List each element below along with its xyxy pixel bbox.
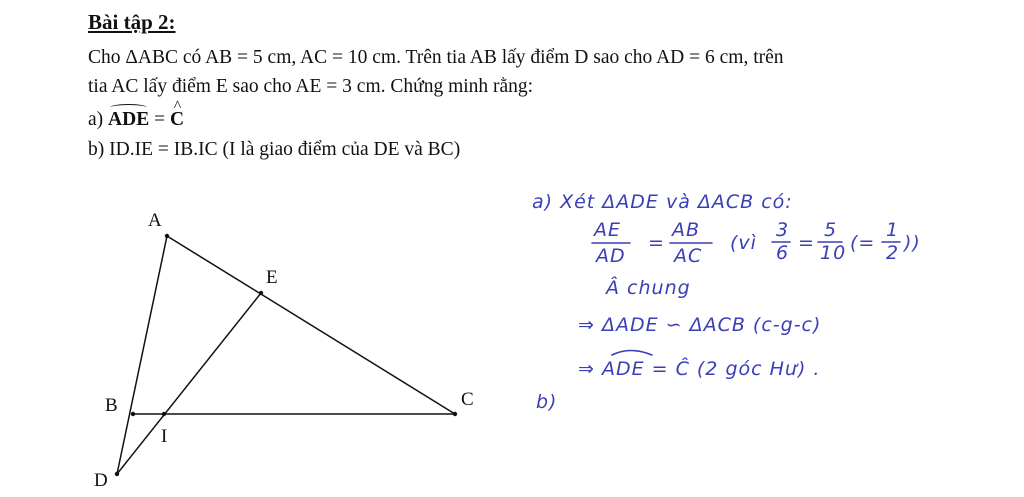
hw-line-6: b) — [536, 391, 558, 413]
label-b: B — [105, 395, 118, 416]
label-c: C — [461, 389, 474, 410]
hw-frac-left-num: AE — [594, 219, 622, 241]
hw-r2-den: 10 — [820, 242, 847, 264]
problem-line-1: Cho ΔABC có AB = 5 cm, AC = 10 cm. Trên tia AB lấy điểm D sao cho AD = 6 cm, trên — [88, 47, 784, 68]
point-b — [131, 412, 135, 416]
hw-eq-1: = — [648, 232, 665, 254]
equals-sign: = — [154, 109, 166, 130]
part-a-prefix: a) — [88, 109, 104, 130]
hw-frac-left-den: AD — [596, 245, 626, 267]
segment-de — [117, 293, 261, 474]
hw-ratio-line — [592, 219, 921, 267]
hw-closing: )) — [904, 232, 921, 254]
point-d — [115, 472, 119, 476]
point-c — [453, 412, 457, 416]
segment-ac — [167, 236, 455, 414]
hw-frac-right-num: AB — [672, 219, 701, 241]
figure-lines — [117, 236, 455, 474]
hw-line-1: a) Xét ΔADE và ΔACB có: — [532, 191, 793, 213]
point-i — [162, 412, 166, 416]
label-e: E — [266, 267, 278, 288]
label-i: I — [161, 426, 168, 447]
problem-line-2: tia AC lấy điểm E sao cho AE = 3 cm. Chứng minh rằng: — [88, 76, 534, 97]
exercise-title: Bài tập 2: — [88, 10, 176, 34]
hw-r3-den: 2 — [886, 242, 900, 264]
label-d: D — [94, 470, 108, 491]
angle-c: ^ C — [170, 109, 184, 131]
hw-r1-num: 3 — [776, 219, 790, 241]
point-a — [165, 234, 169, 238]
hw-frac-right-den: AC — [674, 245, 703, 267]
hw-angle-arc — [612, 351, 652, 356]
hw-reason: (vì — [730, 232, 757, 254]
part-b: b) ID.IE = IB.IC (I là giao điểm của DE và BC) — [88, 139, 461, 160]
hw-r3-num: 1 — [886, 219, 900, 241]
point-e — [259, 291, 263, 295]
hw-r3-prefix: (= — [850, 232, 876, 254]
label-a: A — [148, 210, 162, 231]
hw-line-4: ⇒ ΔADE ∽ ΔACB (c-g-c) — [578, 314, 822, 336]
segment-ad — [117, 236, 167, 474]
hw-eq-2: = — [798, 232, 815, 254]
hw-r2-num: 5 — [824, 219, 838, 241]
hw-line-5: ⇒ ADE = Ĉ (2 góc Hư) . — [578, 358, 821, 380]
hw-r1-den: 6 — [776, 242, 790, 264]
angle-ade: ADE — [108, 109, 150, 130]
hw-line-3: Â chung — [606, 277, 691, 299]
